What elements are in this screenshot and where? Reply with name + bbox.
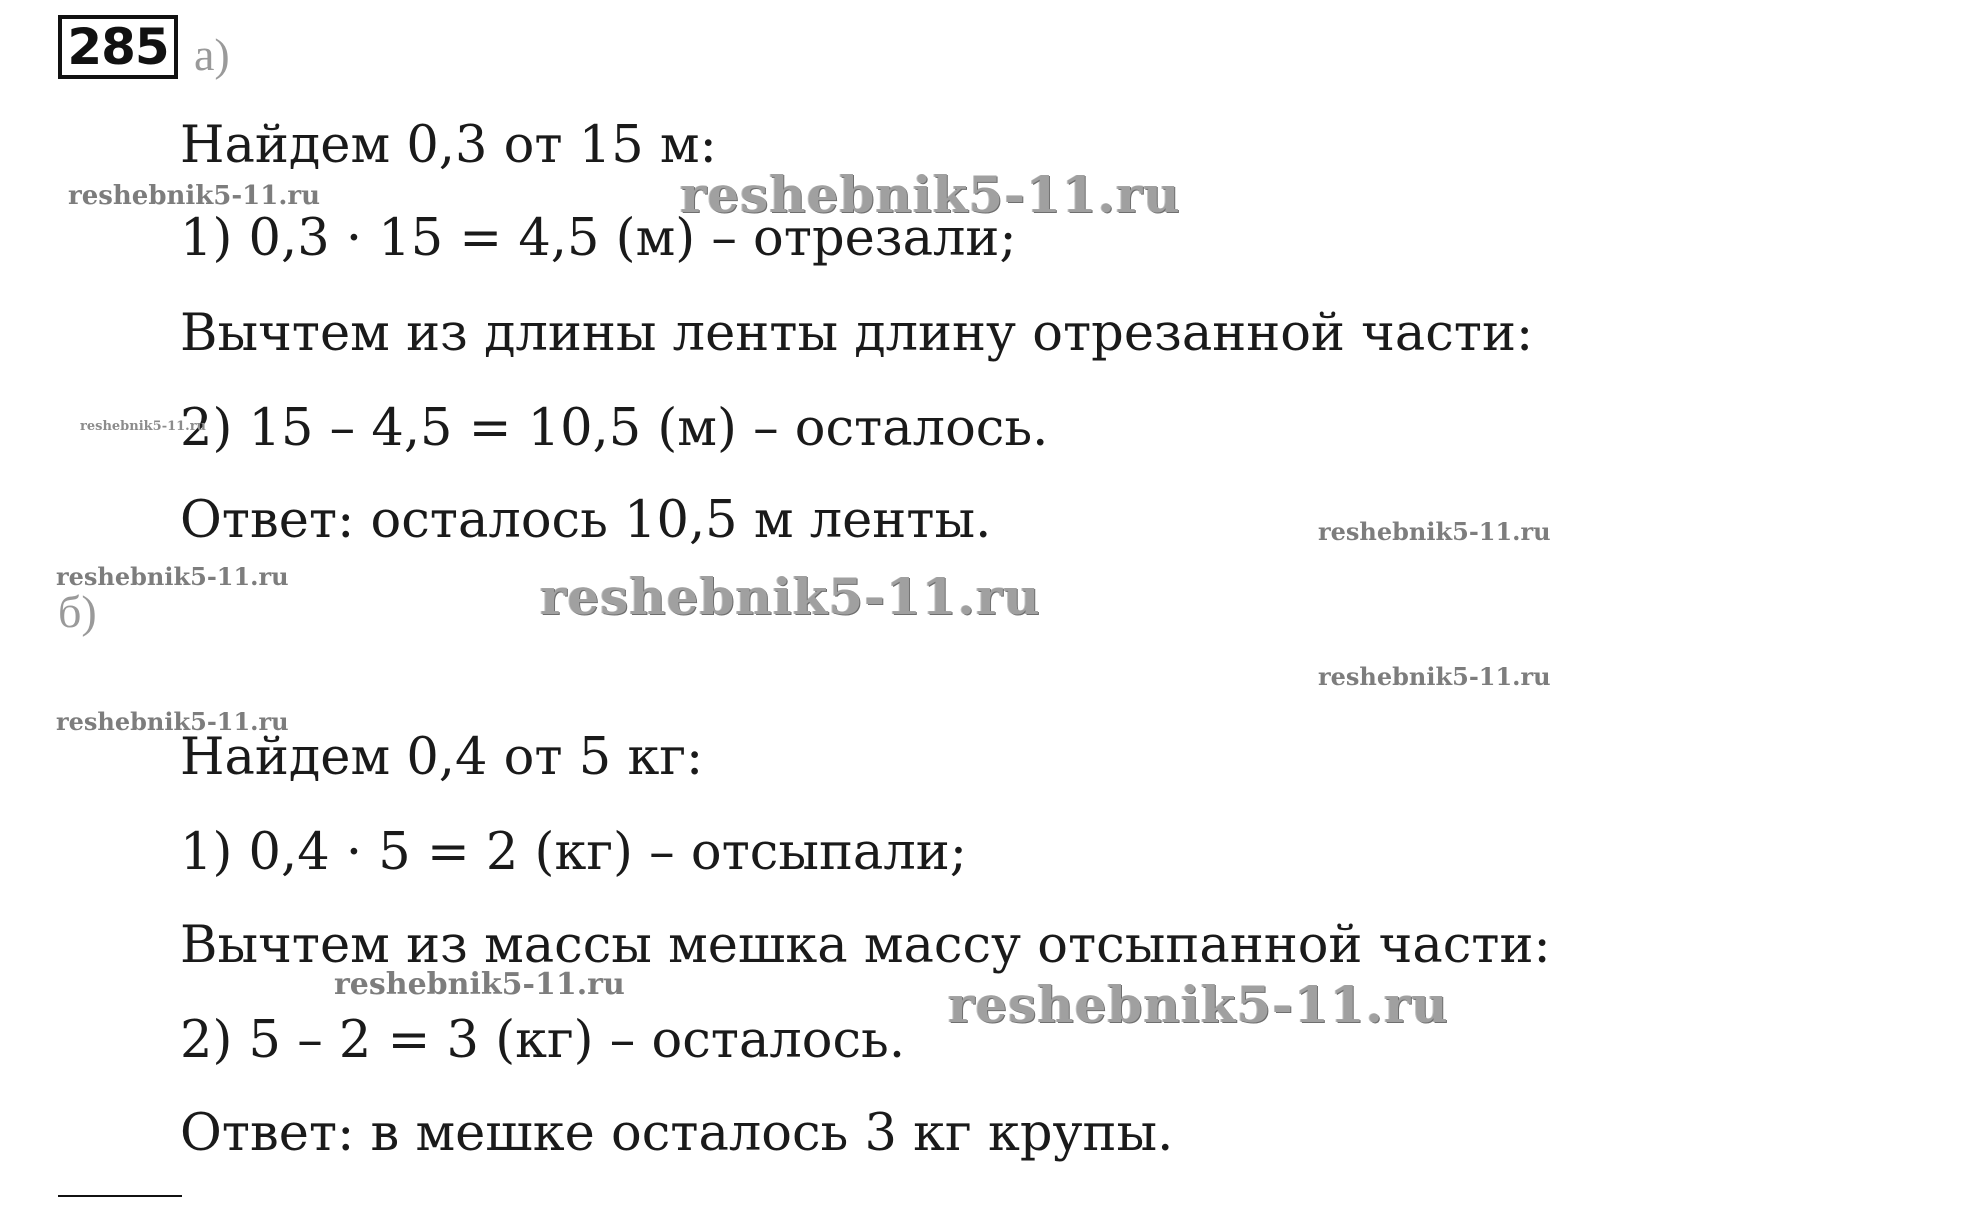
part-b-line-1: Найдем 0,4 от 5 кг: bbox=[180, 728, 704, 787]
problem-number: 285 bbox=[58, 15, 178, 79]
watermark: reshebnik5-11.ru bbox=[56, 707, 289, 736]
part-a-line-4: 2) 15 – 4,5 = 10,5 (м) – осталось. bbox=[180, 399, 1049, 458]
watermark: reshebnik5-11.ru bbox=[1318, 517, 1551, 546]
watermark: reshebnik5-11.ru bbox=[56, 562, 289, 591]
part-b-line-3: Вычтем из массы мешка массу отсыпанной части: bbox=[180, 916, 1551, 975]
part-b-label: б) bbox=[58, 586, 97, 637]
part-a-answer: Ответ: осталось 10,5 м ленты. bbox=[180, 491, 992, 550]
part-a-line-2: 1) 0,3 · 15 = 4,5 (м) – отрезали; bbox=[180, 209, 1017, 268]
part-b-line-4: 2) 5 – 2 = 3 (кг) – осталось. bbox=[180, 1011, 906, 1070]
part-b-line-2: 1) 0,4 · 5 = 2 (кг) – отсыпали; bbox=[180, 823, 967, 882]
footnote-rule bbox=[58, 1195, 182, 1197]
part-a-line-1: Найдем 0,3 от 15 м: bbox=[180, 116, 717, 175]
watermark: reshebnik5-11.ru bbox=[540, 567, 1041, 626]
watermark: reshebnik5-11.ru bbox=[80, 419, 207, 434]
watermark: reshebnik5-11.ru bbox=[1318, 662, 1551, 691]
watermark: reshebnik5-11.ru bbox=[68, 181, 321, 211]
watermark: reshebnik5-11.ru bbox=[948, 975, 1449, 1034]
part-a-label: а) bbox=[194, 29, 230, 80]
part-b-answer: Ответ: в мешке осталось 3 кг крупы. bbox=[180, 1104, 1174, 1163]
watermark: reshebnik5-11.ru bbox=[334, 967, 625, 1002]
part-a-line-3: Вычтем из длины ленты длину отрезанной части: bbox=[180, 304, 1534, 363]
watermark: reshebnik5-11.ru bbox=[680, 165, 1181, 224]
